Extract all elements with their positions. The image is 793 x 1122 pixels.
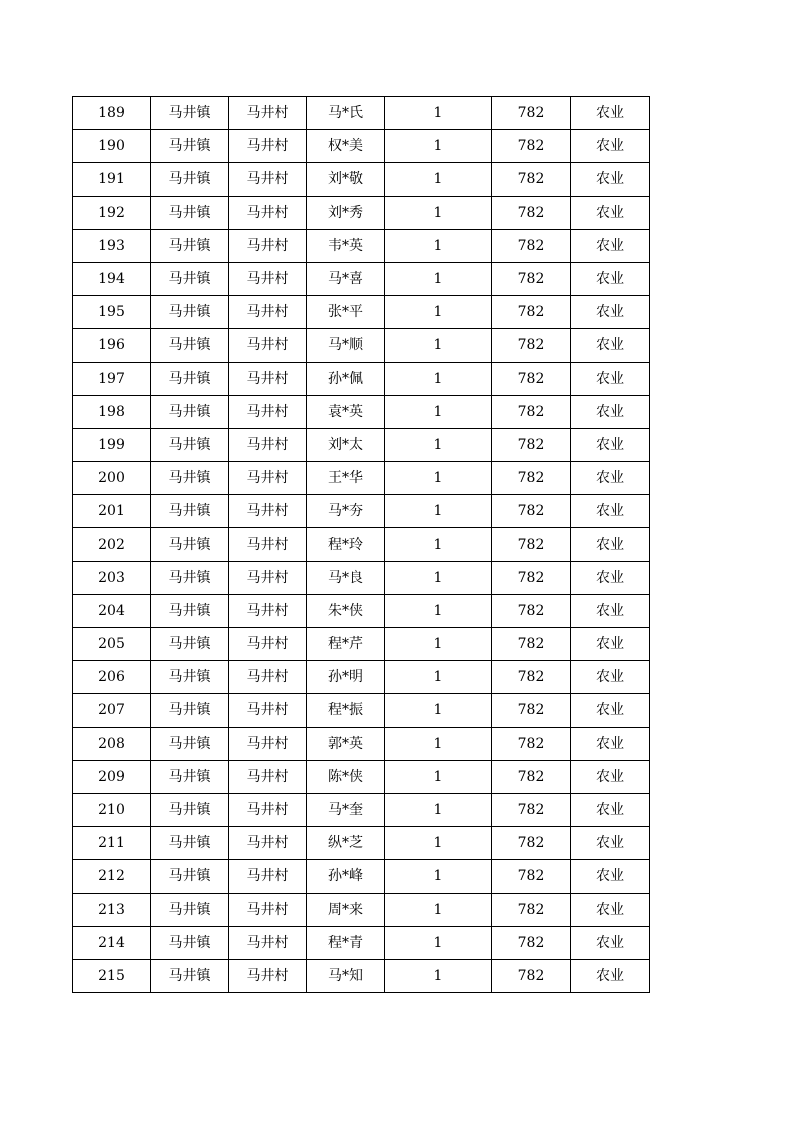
category-cell: 农业 [571, 97, 650, 130]
amount-cell: 782 [492, 860, 571, 893]
count-cell: 1 [385, 760, 492, 793]
town-cell: 马井镇 [151, 860, 229, 893]
count-cell: 1 [385, 462, 492, 495]
category-cell: 农业 [571, 561, 650, 594]
town-cell: 马井镇 [151, 893, 229, 926]
count-cell: 1 [385, 694, 492, 727]
name-cell: 马*奎 [307, 793, 385, 826]
table-row [73, 793, 650, 826]
category-cell: 农业 [571, 528, 650, 561]
name-cell: 马*喜 [307, 262, 385, 295]
name-cell: 马*顺 [307, 329, 385, 362]
name-cell: 马*氏 [307, 97, 385, 130]
name-cell: 孙*佩 [307, 362, 385, 395]
village-cell: 马井村 [229, 130, 307, 163]
town-cell: 马井镇 [151, 495, 229, 528]
category-cell: 农业 [571, 362, 650, 395]
amount-cell: 782 [492, 229, 571, 262]
village-cell: 马井村 [229, 395, 307, 428]
category-cell: 农业 [571, 926, 650, 959]
roster-table [72, 96, 650, 993]
count-cell: 1 [385, 628, 492, 661]
count-cell: 1 [385, 561, 492, 594]
town-cell: 马井镇 [151, 628, 229, 661]
name-cell: 马*良 [307, 561, 385, 594]
name-cell: 王*华 [307, 462, 385, 495]
village-cell: 马井村 [229, 760, 307, 793]
amount-cell: 782 [492, 959, 571, 992]
table-row [73, 395, 650, 428]
row-number-cell: 191 [73, 163, 151, 196]
village-cell: 马井村 [229, 362, 307, 395]
name-cell: 程*芹 [307, 628, 385, 661]
row-number-cell: 198 [73, 395, 151, 428]
village-cell: 马井村 [229, 329, 307, 362]
amount-cell: 782 [492, 893, 571, 926]
village-cell: 马井村 [229, 229, 307, 262]
village-cell: 马井村 [229, 528, 307, 561]
count-cell: 1 [385, 727, 492, 760]
amount-cell: 782 [492, 594, 571, 627]
name-cell: 权*美 [307, 130, 385, 163]
category-cell: 农业 [571, 262, 650, 295]
count-cell: 1 [385, 428, 492, 461]
amount-cell: 782 [492, 362, 571, 395]
name-cell: 韦*英 [307, 229, 385, 262]
category-cell: 农业 [571, 860, 650, 893]
row-number-cell: 214 [73, 926, 151, 959]
table-row [73, 97, 650, 130]
count-cell: 1 [385, 196, 492, 229]
town-cell: 马井镇 [151, 694, 229, 727]
count-cell: 1 [385, 926, 492, 959]
row-number-cell: 202 [73, 528, 151, 561]
amount-cell: 782 [492, 196, 571, 229]
amount-cell: 782 [492, 163, 571, 196]
table-row [73, 926, 650, 959]
count-cell: 1 [385, 661, 492, 694]
name-cell: 孙*峰 [307, 860, 385, 893]
amount-cell: 782 [492, 827, 571, 860]
name-cell: 朱*侠 [307, 594, 385, 627]
row-number-cell: 212 [73, 860, 151, 893]
row-number-cell: 213 [73, 893, 151, 926]
count-cell: 1 [385, 296, 492, 329]
town-cell: 马井镇 [151, 329, 229, 362]
amount-cell: 782 [492, 661, 571, 694]
table-row [73, 628, 650, 661]
name-cell: 马*知 [307, 959, 385, 992]
count-cell: 1 [385, 229, 492, 262]
category-cell: 农业 [571, 296, 650, 329]
category-cell: 农业 [571, 395, 650, 428]
name-cell: 纵*芝 [307, 827, 385, 860]
name-cell: 周*来 [307, 893, 385, 926]
town-cell: 马井镇 [151, 196, 229, 229]
name-cell: 郭*英 [307, 727, 385, 760]
town-cell: 马井镇 [151, 760, 229, 793]
village-cell: 马井村 [229, 727, 307, 760]
name-cell: 程*振 [307, 694, 385, 727]
count-cell: 1 [385, 827, 492, 860]
name-cell: 程*青 [307, 926, 385, 959]
town-cell: 马井镇 [151, 528, 229, 561]
table-row [73, 528, 650, 561]
village-cell: 马井村 [229, 959, 307, 992]
table-row [73, 462, 650, 495]
count-cell: 1 [385, 130, 492, 163]
table-row [73, 495, 650, 528]
table-row [73, 727, 650, 760]
table-row [73, 229, 650, 262]
amount-cell: 782 [492, 694, 571, 727]
town-cell: 马井镇 [151, 296, 229, 329]
village-cell: 马井村 [229, 926, 307, 959]
amount-cell: 782 [492, 760, 571, 793]
count-cell: 1 [385, 959, 492, 992]
count-cell: 1 [385, 329, 492, 362]
village-cell: 马井村 [229, 561, 307, 594]
town-cell: 马井镇 [151, 130, 229, 163]
count-cell: 1 [385, 495, 492, 528]
count-cell: 1 [385, 860, 492, 893]
row-number-cell: 193 [73, 229, 151, 262]
town-cell: 马井镇 [151, 827, 229, 860]
town-cell: 马井镇 [151, 97, 229, 130]
village-cell: 马井村 [229, 428, 307, 461]
town-cell: 马井镇 [151, 163, 229, 196]
table-row [73, 661, 650, 694]
table-row [73, 760, 650, 793]
row-number-cell: 200 [73, 462, 151, 495]
count-cell: 1 [385, 528, 492, 561]
table-row [73, 428, 650, 461]
town-cell: 马井镇 [151, 561, 229, 594]
row-number-cell: 204 [73, 594, 151, 627]
count-cell: 1 [385, 97, 492, 130]
amount-cell: 782 [492, 495, 571, 528]
category-cell: 农业 [571, 196, 650, 229]
row-number-cell: 205 [73, 628, 151, 661]
name-cell: 程*玲 [307, 528, 385, 561]
row-number-cell: 199 [73, 428, 151, 461]
village-cell: 马井村 [229, 860, 307, 893]
table-row [73, 893, 650, 926]
name-cell: 袁*英 [307, 395, 385, 428]
village-cell: 马井村 [229, 97, 307, 130]
category-cell: 农业 [571, 329, 650, 362]
town-cell: 马井镇 [151, 262, 229, 295]
row-number-cell: 192 [73, 196, 151, 229]
category-cell: 农业 [571, 462, 650, 495]
village-cell: 马井村 [229, 495, 307, 528]
category-cell: 农业 [571, 428, 650, 461]
village-cell: 马井村 [229, 793, 307, 826]
table-row [73, 594, 650, 627]
name-cell: 陈*侠 [307, 760, 385, 793]
table-row [73, 959, 650, 992]
count-cell: 1 [385, 163, 492, 196]
row-number-cell: 195 [73, 296, 151, 329]
table-row [73, 860, 650, 893]
count-cell: 1 [385, 793, 492, 826]
town-cell: 马井镇 [151, 462, 229, 495]
row-number-cell: 203 [73, 561, 151, 594]
village-cell: 马井村 [229, 661, 307, 694]
category-cell: 农业 [571, 959, 650, 992]
category-cell: 农业 [571, 163, 650, 196]
row-number-cell: 211 [73, 827, 151, 860]
count-cell: 1 [385, 262, 492, 295]
village-cell: 马井村 [229, 694, 307, 727]
row-number-cell: 206 [73, 661, 151, 694]
table-row [73, 362, 650, 395]
category-cell: 农业 [571, 628, 650, 661]
table-row [73, 130, 650, 163]
town-cell: 马井镇 [151, 395, 229, 428]
row-number-cell: 210 [73, 793, 151, 826]
category-cell: 农业 [571, 229, 650, 262]
count-cell: 1 [385, 594, 492, 627]
row-number-cell: 215 [73, 959, 151, 992]
name-cell: 孙*明 [307, 661, 385, 694]
table-row [73, 196, 650, 229]
row-number-cell: 196 [73, 329, 151, 362]
table-row [73, 561, 650, 594]
row-number-cell: 207 [73, 694, 151, 727]
amount-cell: 782 [492, 462, 571, 495]
category-cell: 农业 [571, 893, 650, 926]
name-cell: 张*平 [307, 296, 385, 329]
town-cell: 马井镇 [151, 661, 229, 694]
roster-table-body [73, 97, 650, 993]
row-number-cell: 197 [73, 362, 151, 395]
category-cell: 农业 [571, 827, 650, 860]
village-cell: 马井村 [229, 893, 307, 926]
amount-cell: 782 [492, 395, 571, 428]
row-number-cell: 190 [73, 130, 151, 163]
row-number-cell: 201 [73, 495, 151, 528]
category-cell: 农业 [571, 694, 650, 727]
table-row [73, 329, 650, 362]
table-row [73, 296, 650, 329]
category-cell: 农业 [571, 727, 650, 760]
town-cell: 马井镇 [151, 428, 229, 461]
table-row [73, 694, 650, 727]
table-row [73, 827, 650, 860]
row-number-cell: 209 [73, 760, 151, 793]
amount-cell: 782 [492, 926, 571, 959]
category-cell: 农业 [571, 661, 650, 694]
village-cell: 马井村 [229, 196, 307, 229]
name-cell: 刘*太 [307, 428, 385, 461]
amount-cell: 782 [492, 528, 571, 561]
town-cell: 马井镇 [151, 959, 229, 992]
town-cell: 马井镇 [151, 594, 229, 627]
amount-cell: 782 [492, 428, 571, 461]
category-cell: 农业 [571, 130, 650, 163]
row-number-cell: 189 [73, 97, 151, 130]
name-cell: 刘*秀 [307, 196, 385, 229]
count-cell: 1 [385, 362, 492, 395]
town-cell: 马井镇 [151, 793, 229, 826]
row-number-cell: 208 [73, 727, 151, 760]
village-cell: 马井村 [229, 262, 307, 295]
table-row [73, 262, 650, 295]
category-cell: 农业 [571, 594, 650, 627]
count-cell: 1 [385, 893, 492, 926]
category-cell: 农业 [571, 760, 650, 793]
village-cell: 马井村 [229, 628, 307, 661]
town-cell: 马井镇 [151, 229, 229, 262]
amount-cell: 782 [492, 561, 571, 594]
category-cell: 农业 [571, 793, 650, 826]
amount-cell: 782 [492, 329, 571, 362]
amount-cell: 782 [492, 727, 571, 760]
village-cell: 马井村 [229, 296, 307, 329]
amount-cell: 782 [492, 296, 571, 329]
amount-cell: 782 [492, 97, 571, 130]
name-cell: 马*夯 [307, 495, 385, 528]
village-cell: 马井村 [229, 163, 307, 196]
category-cell: 农业 [571, 495, 650, 528]
amount-cell: 782 [492, 628, 571, 661]
village-cell: 马井村 [229, 827, 307, 860]
amount-cell: 782 [492, 262, 571, 295]
row-number-cell: 194 [73, 262, 151, 295]
town-cell: 马井镇 [151, 727, 229, 760]
count-cell: 1 [385, 395, 492, 428]
village-cell: 马井村 [229, 594, 307, 627]
table-row [73, 163, 650, 196]
village-cell: 马井村 [229, 462, 307, 495]
amount-cell: 782 [492, 130, 571, 163]
town-cell: 马井镇 [151, 926, 229, 959]
name-cell: 刘*敬 [307, 163, 385, 196]
amount-cell: 782 [492, 793, 571, 826]
town-cell: 马井镇 [151, 362, 229, 395]
